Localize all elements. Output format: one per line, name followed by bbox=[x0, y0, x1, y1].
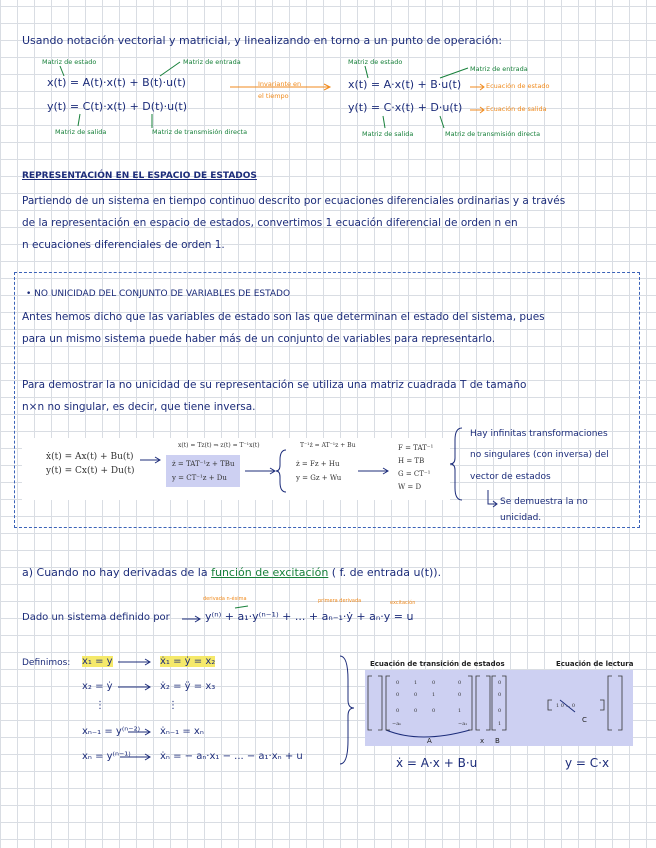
def-right-1: ẋ₁ = ẏ = x₂ bbox=[160, 656, 216, 667]
matrix-x-left bbox=[476, 676, 480, 730]
note2-line-2: unicidad. bbox=[500, 513, 542, 523]
formula-m1: F = TAT⁻¹ bbox=[398, 444, 434, 452]
label-C: C bbox=[582, 716, 587, 724]
svg-text:−aₙ: −aₙ bbox=[392, 721, 402, 727]
brace-formula bbox=[276, 450, 286, 492]
label-input-matrix-left: Matriz de entrada bbox=[183, 58, 241, 66]
label-transmission-matrix-left: Matriz de transmisión directa bbox=[152, 128, 248, 136]
tag-output-equation: Ecuación de salida bbox=[486, 105, 547, 113]
label-A: A bbox=[427, 737, 432, 745]
section-line-2: de la representación en espacio de estados, convertimos 1 ecuación diferencial de orden n en bbox=[22, 217, 518, 229]
svg-text:1: 1 bbox=[432, 692, 436, 698]
formula-sys1: ẋ(t) = Ax(t) + Bu(t) bbox=[46, 452, 134, 462]
matrix-A-right bbox=[468, 676, 472, 730]
svg-text:1: 1 bbox=[458, 708, 462, 714]
svg-text:0: 0 bbox=[458, 692, 462, 698]
label-x: x bbox=[480, 737, 485, 745]
matrix-xc-left bbox=[608, 676, 612, 730]
invariant-note-2: el tiempo bbox=[258, 92, 289, 100]
svg-text:0: 0 bbox=[432, 680, 436, 686]
svg-text:0: 0 bbox=[396, 692, 400, 698]
arrow-output-matrix-left bbox=[78, 114, 80, 126]
arrow-input-matrix-left bbox=[160, 62, 180, 76]
box-p2-line-1: Para demostrar la no unicidad de su representación se utiliza una matriz cuadrada T de tamaño bbox=[22, 379, 527, 391]
def-right-5: ẋₙ = − aₙ·x₁ − ... − a₁·xₙ + u bbox=[160, 751, 303, 762]
formula-m4: W = D bbox=[398, 483, 422, 491]
state-eq-left: x(t) = A(t)·x(t) + B(t)·u(t) bbox=[47, 76, 186, 89]
note2-line-1: Se demuestra la no bbox=[500, 497, 588, 507]
define-label: Definimos: bbox=[22, 658, 71, 668]
arrow-tag2 bbox=[470, 107, 484, 113]
svg-text:0: 0 bbox=[498, 708, 502, 714]
matrix-x-right bbox=[486, 676, 490, 730]
arrow-def4 bbox=[128, 729, 150, 735]
underbrace-A bbox=[386, 730, 470, 737]
output-eq-left: y(t) = C(t)·x(t) + D(t)·u(t) bbox=[47, 100, 188, 113]
arrow-note2 bbox=[488, 490, 497, 507]
formula-m2: H = TB bbox=[398, 457, 425, 465]
matrix-B-right bbox=[502, 676, 506, 730]
arrow-state-matrix-right bbox=[365, 66, 368, 78]
arrow-given bbox=[182, 616, 200, 622]
label-state-matrix-right: Matriz de estado bbox=[348, 58, 403, 66]
section-line-3: n ecuaciones diferenciales de orden 1. bbox=[22, 239, 225, 251]
arrow-tag1 bbox=[470, 84, 484, 90]
state-eq-right: x(t) = A·x(t) + B·u(t) bbox=[348, 78, 462, 91]
svg-text:0: 0 bbox=[498, 680, 502, 686]
def-left-2: x₂ = ẏ bbox=[82, 681, 113, 692]
arrow-def5 bbox=[120, 754, 150, 760]
arrow-f3 bbox=[358, 468, 388, 474]
section-line-1: Partiendo de un sistema en tiempo continuo descrito por ecuaciones diferenciales ordinarias y a través bbox=[22, 195, 566, 207]
svg-text:0: 0 bbox=[458, 680, 462, 686]
label-output-matrix-right: Matriz de salida bbox=[362, 130, 414, 138]
label-B: B bbox=[495, 737, 500, 745]
svg-text:−a₁: −a₁ bbox=[458, 721, 468, 727]
def-left-5: xₙ = y⁽ⁿ⁻¹⁾ bbox=[82, 751, 131, 762]
given-equation: y⁽ⁿ⁾ + a₁·y⁽ⁿ⁻¹⁾ + ... + aₙ₋₁·ẏ + aₙ·y = u bbox=[205, 610, 414, 623]
state-equation-final: ẋ = A·x + B·u bbox=[396, 756, 478, 770]
given-label: Dado un sistema definido por bbox=[22, 612, 170, 623]
part-a-title-highlight: función de excitación bbox=[211, 566, 329, 579]
matrix-C-right bbox=[600, 700, 604, 710]
arrow-f1 bbox=[140, 457, 160, 463]
tag-state-equation: Ecuación de estado bbox=[486, 82, 550, 90]
formula-m3: G = CT⁻¹ bbox=[398, 470, 431, 478]
note-line-3: vector de estados bbox=[470, 472, 551, 482]
label-output-matrix-left: Matriz de salida bbox=[55, 128, 107, 136]
matrix-xc-right bbox=[618, 676, 622, 730]
arrow-state-matrix-left bbox=[60, 66, 64, 76]
section-title: REPRESENTACIÓN EN EL ESPACIO DE ESTADOS bbox=[22, 171, 257, 181]
label-transmission-matrix-right: Matriz de transmisión directa bbox=[445, 130, 541, 138]
svg-text:1 0 ... 0: 1 0 ... 0 bbox=[556, 703, 576, 709]
invariant-note-1: Invariante en bbox=[258, 80, 302, 88]
part-a-title-prefix: a) Cuando no hay derivadas de la bbox=[22, 566, 212, 579]
brace-defs bbox=[340, 656, 354, 764]
formula-r2: y = Gz + Wu bbox=[296, 474, 342, 482]
svg-text:0: 0 bbox=[414, 708, 418, 714]
formula-top3: T⁻¹ż = AT⁻¹z + Bu bbox=[300, 442, 356, 449]
matrix-xdot-right bbox=[378, 676, 382, 730]
arrow-def2 bbox=[118, 684, 150, 690]
box-heading: • NO UNICIDAD DEL CONJUNTO DE VARIABLES DE ESTADO bbox=[26, 289, 291, 299]
annotation-3: excitación bbox=[390, 600, 416, 606]
formula-mid1: ż = TAT⁻¹z + TBu bbox=[172, 460, 235, 468]
box-p1-line-1: Antes hemos dicho que las variables de estado son las que determinan el estado del sistema, pues bbox=[22, 311, 545, 323]
formula-sub-top: x(t) = Tz(t) ⇒ z(t) = T⁻¹x(t) bbox=[178, 442, 260, 449]
svg-text:0: 0 bbox=[396, 680, 400, 686]
svg-text:0: 0 bbox=[498, 692, 502, 698]
matrix-xdot-left bbox=[368, 676, 372, 730]
note-line-2: no singulares (con inversa) del bbox=[470, 450, 609, 460]
box-p2-line-2: n×n no singular, es decir, que tiene inversa. bbox=[22, 401, 256, 413]
note-line-1: Hay infinitas transformaciones bbox=[470, 429, 608, 439]
part-a-title-suffix: ( f. de entrada u(t)). bbox=[328, 566, 442, 579]
def-right-3: ⋮ bbox=[168, 700, 178, 711]
intro-text: Usando notación vectorial y matricial, y linealizando en torno a un punto de operación: bbox=[22, 34, 503, 47]
formula-mid2: y = CT⁻¹z + Du bbox=[172, 474, 227, 482]
matrix-A-left bbox=[386, 676, 390, 730]
box-p1-line-2: para un mismo sistema puede haber más de un conjunto de variables para representarlo. bbox=[22, 333, 496, 345]
svg-text:0: 0 bbox=[414, 692, 418, 698]
def-right-4: ẋₙ₋₁ = xₙ bbox=[160, 726, 204, 737]
arrow-def1 bbox=[118, 659, 150, 665]
panel-title-right: Ecuación de lectura bbox=[556, 660, 634, 668]
def-left-1: x₁ = y bbox=[82, 656, 113, 667]
arrow-invariant bbox=[230, 84, 330, 90]
arrow-output-matrix-right bbox=[383, 116, 385, 128]
def-right-2: ẋ₂ = ÿ = x₃ bbox=[160, 681, 216, 692]
arrow-f2 bbox=[245, 468, 275, 474]
label-state-matrix-left: Matriz de estado bbox=[42, 58, 97, 66]
arrow-transmission-right bbox=[440, 116, 444, 128]
annotation-2: primera derivada bbox=[318, 598, 362, 604]
annotation-1: derivada n-ésima bbox=[203, 596, 247, 602]
formula-sys2: y(t) = Cx(t) + Du(t) bbox=[46, 466, 135, 476]
output-eq-right: y(t) = C·x(t) + D·u(t) bbox=[348, 101, 463, 114]
matrix-B-left bbox=[492, 676, 496, 730]
matrix-C-left bbox=[548, 700, 552, 710]
label-input-matrix-right: Matriz de entrada bbox=[470, 65, 528, 73]
output-equation-final: y = C·x bbox=[565, 756, 610, 770]
svg-text:0: 0 bbox=[396, 708, 400, 714]
arrow-input-matrix-right bbox=[440, 68, 468, 78]
svg-text:0: 0 bbox=[432, 708, 436, 714]
svg-text:1: 1 bbox=[498, 721, 502, 727]
formula-r1: ż = Fz + Hu bbox=[296, 460, 340, 468]
def-left-3: ⋮ bbox=[95, 700, 105, 711]
panel-title-left: Ecuación de transición de estados bbox=[370, 660, 505, 668]
svg-text:1: 1 bbox=[414, 680, 418, 686]
def-left-4: xₙ₋₁ = y⁽ⁿ⁻²⁾ bbox=[82, 726, 141, 737]
bracket-note bbox=[450, 428, 462, 500]
